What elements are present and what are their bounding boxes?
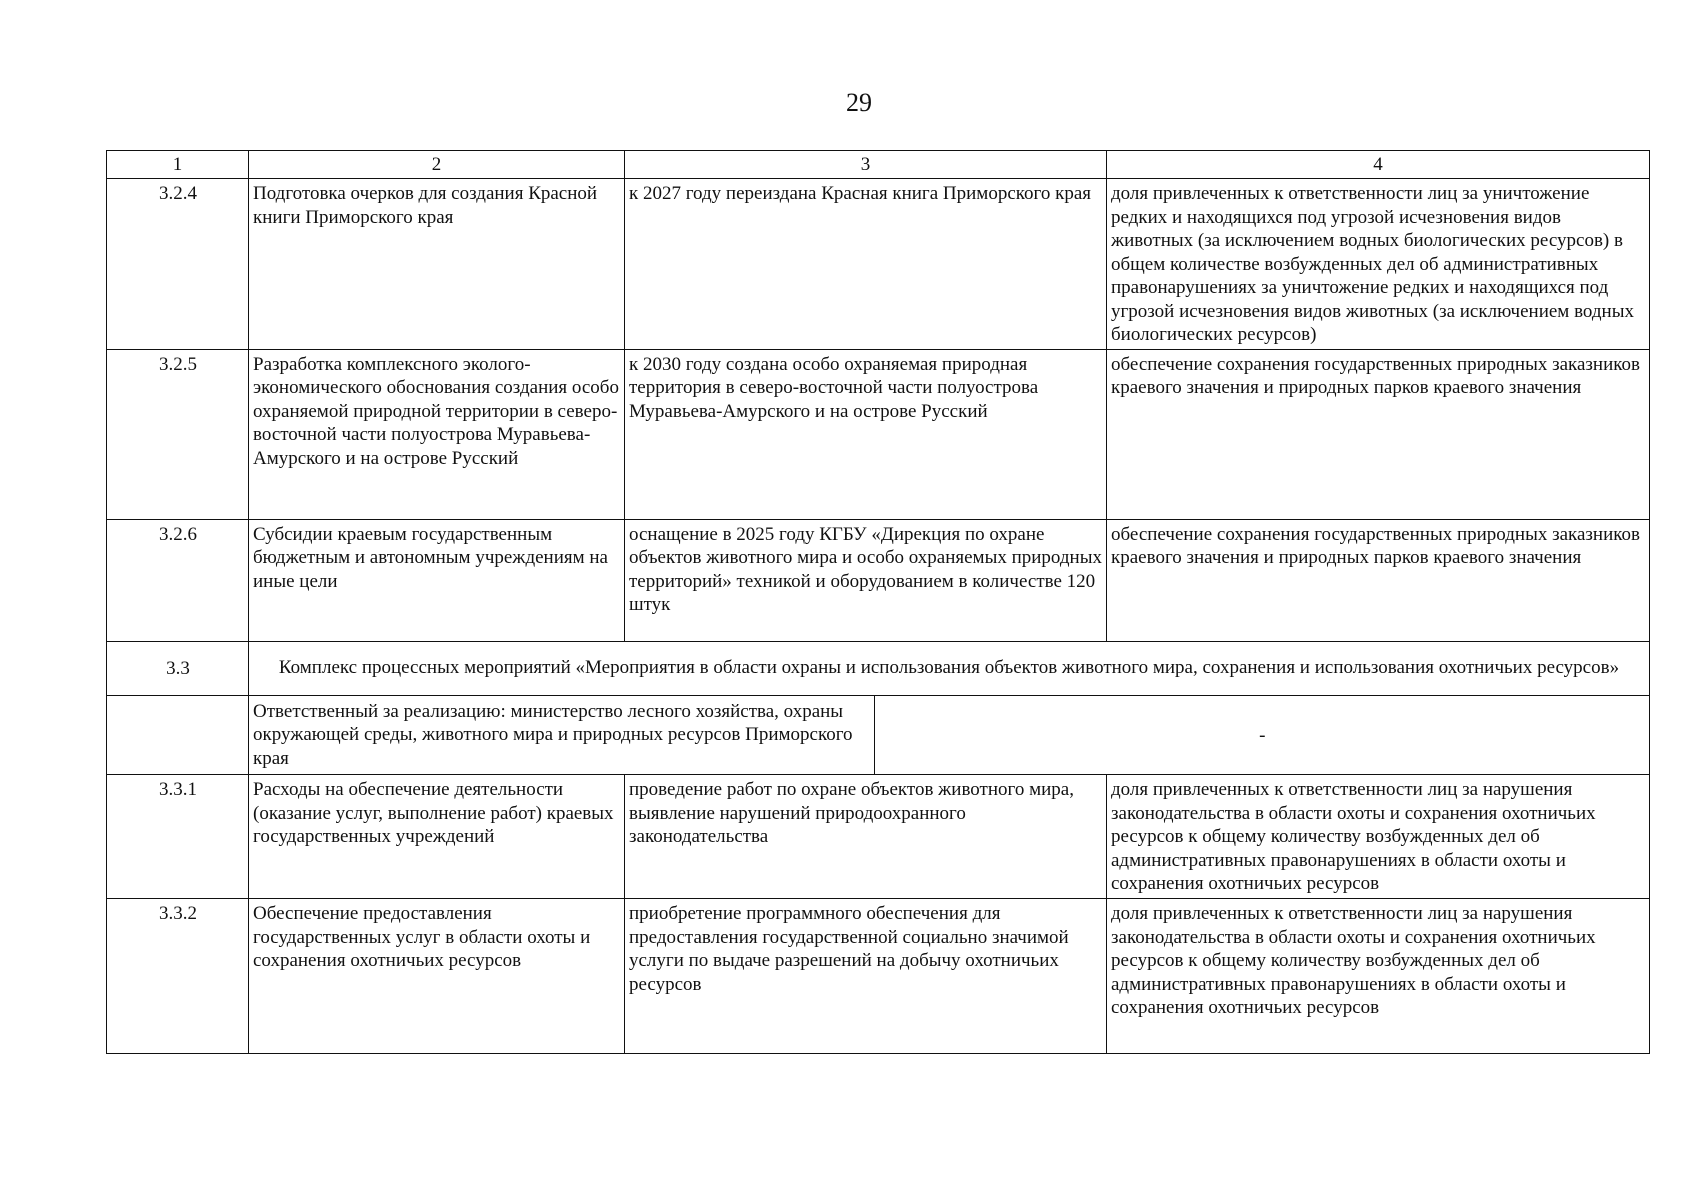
measure-result: к 2030 году создана особо охраняемая природная территория в северо-восточной части полуострова Муравьева-Амурского и на острове Русский	[625, 349, 1107, 519]
table-row	[107, 899, 1650, 1054]
table-row	[107, 179, 1650, 350]
measure-name: Субсидии краевым государственным бюджетным и автономным учреждениям на иные цели	[249, 519, 625, 641]
responsible-row	[107, 695, 1650, 775]
row-number: 3.3.1	[107, 775, 249, 899]
header-cell-4: 4	[1107, 151, 1650, 179]
table-row	[107, 775, 1650, 899]
responsible-empty-cell	[107, 695, 249, 775]
measure-indicator: обеспечение сохранения государственных природных заказников краевого значения и природных парков краевого значения	[1107, 519, 1650, 641]
section-row	[107, 641, 1650, 695]
page-number: 29	[846, 88, 872, 117]
row-number: 3.2.6	[107, 519, 249, 641]
row-number: 3.2.4	[107, 179, 249, 350]
section-number: 3.3	[107, 641, 249, 695]
header-cell-1: 1	[107, 151, 249, 179]
measure-result: приобретение программного обеспечения для предоставления государственной социально значимой услуги по выдаче разрешений на добычу охотничьих ресурсов	[625, 899, 1107, 1054]
measures-table	[106, 150, 1650, 1054]
measure-indicator: обеспечение сохранения государственных природных заказников краевого значения и природных парков краевого значения	[1107, 349, 1650, 519]
measure-name: Расходы на обеспечение деятельности (оказание услуг, выполнение работ) краевых государственных учреждений	[249, 775, 625, 899]
table-header-row	[107, 151, 1650, 179]
responsible-label: Ответственный за реализацию: министерство лесного хозяйства, охраны окружающей среды, животного мира и природных ресурсов Приморского края	[249, 696, 874, 775]
responsible-value: -	[1259, 724, 1266, 746]
measure-name: Разработка комплексного эколого-экономического обоснования создания особо охраняемой природной территории в северо-восточной части полуострова Муравьева-Амурского и на острове Русский	[249, 349, 625, 519]
measure-name: Подготовка очерков для создания Красной книги Приморского края	[249, 179, 625, 350]
header-cell-3: 3	[625, 151, 1107, 179]
measure-indicator: доля привлеченных к ответственности лиц за уничтожение редких и находящихся под угрозой исчезновения видов животных (за исключением водных биологических ресурсов) в общем количестве возбужденных дел об административных правонарушениях за уничтожение редких и находящихся под угрозой исчезновения видов животных (за исключением водных биологических ресурсов)	[1107, 179, 1650, 350]
section-title: Комплекс процессных мероприятий «Мероприятия в области охраны и использования объектов животного мира, сохранения и использования охотничьих ресурсов»	[249, 641, 1650, 695]
responsible-cell	[249, 695, 1650, 775]
measure-indicator: доля привлеченных к ответственности лиц за нарушения законодательства в области охоты и сохранения охотничьих ресурсов к общему количеству возбужденных дел об административных правонарушениях в области охоты и сохранения охотничьих ресурсов	[1107, 775, 1650, 899]
measure-result: проведение работ по охране объектов животного мира, выявление нарушений природоохранного законодательства	[625, 775, 1107, 899]
measure-name: Обеспечение предоставления государственных услуг в области охоты и сохранения охотничьих ресурсов	[249, 899, 625, 1054]
row-number: 3.3.2	[107, 899, 249, 1054]
row-number: 3.2.5	[107, 349, 249, 519]
header-cell-2: 2	[249, 151, 625, 179]
table-row	[107, 349, 1650, 519]
measure-result: к 2027 году переиздана Красная книга Приморского края	[625, 179, 1107, 350]
measure-result: оснащение в 2025 году КГБУ «Дирекция по охране объектов животного мира и особо охраняемых природных территорий» техникой и оборудованием в количестве 120 штук	[625, 519, 1107, 641]
table-row	[107, 519, 1650, 641]
measure-indicator: доля привлеченных к ответственности лиц за нарушения законодательства в области охоты и сохранения охотничьих ресурсов к общему количеству возбужденных дел об административных правонарушениях в области охоты и сохранения охотничьих ресурсов	[1107, 899, 1650, 1054]
